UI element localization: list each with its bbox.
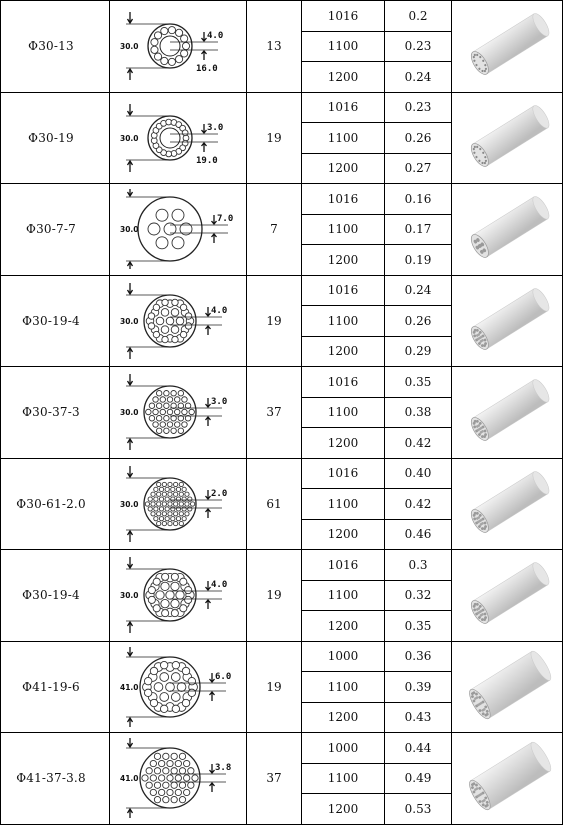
- nineteen-hole-diagram: [112, 555, 244, 635]
- table-row: [1, 275, 563, 306]
- weight-cell: 0.40: [385, 458, 452, 489]
- weight-cell: 0.35: [385, 611, 452, 642]
- hole-diameter-label: 4.0: [211, 580, 228, 591]
- weight-cell: 0.24: [385, 62, 452, 93]
- weight-cell: 0.42: [385, 428, 452, 459]
- weight-cell: 0.26: [385, 306, 452, 337]
- length-cell: 1000: [302, 733, 385, 764]
- outer-diameter-label: 30.0: [120, 591, 139, 601]
- weight-cell: 0.44: [385, 733, 452, 764]
- table-row: [1, 367, 563, 398]
- length-cell: 1100: [302, 580, 385, 611]
- large-multi-hole-tube-photo: [457, 738, 557, 818]
- outer-diameter-label: 41.0: [120, 682, 139, 692]
- spec-table-body: [1, 1, 563, 825]
- weight-cell: 0.27: [385, 153, 452, 184]
- weight-cell: 0.42: [385, 489, 452, 520]
- weight-cell: 0.49: [385, 763, 452, 794]
- table-row: [1, 92, 563, 123]
- length-cell: 1100: [302, 214, 385, 245]
- length-cell: 1100: [302, 306, 385, 337]
- length-cell: 1200: [302, 428, 385, 459]
- nineteen-hole-diagram: [112, 647, 244, 727]
- model-number: Φ30-37-3: [22, 405, 80, 420]
- weight-cell: 0.2: [385, 1, 452, 32]
- product-photo-cell: [452, 92, 563, 184]
- multi-hole-tube-photo: [457, 281, 557, 361]
- model-number: Φ30-19-4: [22, 313, 80, 328]
- hole-diameter-label: 7.0: [217, 214, 234, 225]
- multi-hole-tube-photo: [457, 464, 557, 544]
- outer-diameter-label: 30.0: [120, 408, 139, 418]
- weight-cell: 0.26: [385, 123, 452, 154]
- cross-section-cell: [110, 1, 247, 93]
- length-cell: 1100: [302, 31, 385, 62]
- hole-diameter-label: 2.0: [211, 488, 228, 499]
- cross-section-cell: [110, 641, 247, 733]
- product-photo-cell: [452, 550, 563, 642]
- length-cell: 1016: [302, 275, 385, 306]
- length-cell: 1016: [302, 1, 385, 32]
- hole-count-cell: 19: [247, 92, 302, 184]
- length-cell: 1100: [302, 763, 385, 794]
- hole-diameter-label: 4.0: [211, 305, 228, 316]
- seven-hole-diagram: [112, 189, 244, 269]
- model-cell: [1, 550, 110, 642]
- cross-section-cell: [110, 275, 247, 367]
- multi-hole-tube-photo: [457, 372, 557, 452]
- length-cell: 1016: [302, 184, 385, 215]
- ring-19-hole-diagram: [112, 98, 244, 178]
- multi-hole-tube-photo: [457, 555, 557, 635]
- table-row: [1, 733, 563, 764]
- outer-diameter-label: 30.0: [120, 133, 139, 143]
- model-number: Φ30-19-4: [22, 588, 80, 603]
- model-number: Φ41-19-6: [22, 679, 80, 694]
- ring-tube-photo: [457, 98, 557, 178]
- model-number: Φ30-19: [28, 130, 74, 145]
- thirty-seven-hole-diagram: [112, 738, 244, 818]
- ring-tube-photo: [457, 6, 557, 86]
- model-cell: [1, 733, 110, 825]
- length-cell: 1016: [302, 550, 385, 581]
- weight-cell: 0.24: [385, 275, 452, 306]
- outer-diameter-label: 30.0: [120, 42, 139, 52]
- outer-diameter-label: 41.0: [120, 774, 139, 784]
- length-cell: 1016: [302, 92, 385, 123]
- hole-diameter-label: 3.0: [211, 397, 228, 408]
- length-cell: 1200: [302, 336, 385, 367]
- length-cell: 1100: [302, 489, 385, 520]
- table-row: [1, 184, 563, 215]
- hole-count-cell: 7: [247, 184, 302, 276]
- length-cell: 1100: [302, 672, 385, 703]
- product-photo-cell: [452, 641, 563, 733]
- model-number: Φ30-7-7: [26, 222, 76, 237]
- model-cell: [1, 92, 110, 184]
- model-number: Φ41-37-3.8: [16, 771, 86, 786]
- weight-cell: 0.53: [385, 794, 452, 825]
- weight-cell: 0.16: [385, 184, 452, 215]
- weight-cell: 0.3: [385, 550, 452, 581]
- hole-count-cell: 19: [247, 275, 302, 367]
- hole-count-cell: 37: [247, 367, 302, 459]
- cross-section-cell: [110, 733, 247, 825]
- product-photo-cell: [452, 367, 563, 459]
- model-cell: [1, 275, 110, 367]
- weight-cell: 0.23: [385, 92, 452, 123]
- product-photo-cell: [452, 275, 563, 367]
- hole-diameter-label: 6.0: [215, 671, 232, 682]
- length-cell: 1100: [302, 397, 385, 428]
- cross-section-cell: [110, 550, 247, 642]
- sixty-one-hole-diagram: [112, 464, 244, 544]
- cross-section-cell: [110, 458, 247, 550]
- model-number: Φ30-61-2.0: [16, 496, 86, 511]
- model-number: Φ30-13: [28, 39, 74, 54]
- table-row: [1, 1, 563, 32]
- hole-diameter-label: 3.8: [215, 763, 232, 774]
- weight-cell: 0.46: [385, 519, 452, 550]
- model-cell: [1, 641, 110, 733]
- hole-count-cell: 19: [247, 641, 302, 733]
- cross-section-cell: [110, 92, 247, 184]
- length-cell: 1200: [302, 702, 385, 733]
- product-photo-cell: [452, 733, 563, 825]
- outer-diameter-label: 30.0: [120, 499, 139, 509]
- model-cell: [1, 1, 110, 93]
- seven-hole-tube-photo: [457, 189, 557, 269]
- model-cell: [1, 458, 110, 550]
- table-row: [1, 458, 563, 489]
- cross-section-cell: [110, 367, 247, 459]
- large-multi-hole-tube-photo: [457, 647, 557, 727]
- hole-count-cell: 19: [247, 550, 302, 642]
- weight-cell: 0.43: [385, 702, 452, 733]
- table-row: [1, 550, 563, 581]
- product-photo-cell: [452, 184, 563, 276]
- weight-cell: 0.23: [385, 31, 452, 62]
- product-photo-cell: [452, 458, 563, 550]
- thirty-seven-hole-diagram: [112, 372, 244, 452]
- model-cell: [1, 367, 110, 459]
- length-cell: 1016: [302, 458, 385, 489]
- hole-diameter-label: 4.0: [207, 31, 224, 42]
- weight-cell: 0.35: [385, 367, 452, 398]
- outer-diameter-label: 30.0: [120, 225, 139, 235]
- weight-cell: 0.29: [385, 336, 452, 367]
- length-cell: 1000: [302, 641, 385, 672]
- length-cell: 1200: [302, 153, 385, 184]
- weight-cell: 0.38: [385, 397, 452, 428]
- cross-section-cell: [110, 184, 247, 276]
- outer-diameter-label: 30.0: [120, 316, 139, 326]
- model-cell: [1, 184, 110, 276]
- length-cell: 1100: [302, 123, 385, 154]
- inner-diameter-label: 16.0: [196, 64, 218, 75]
- length-cell: 1200: [302, 62, 385, 93]
- hole-count-cell: 37: [247, 733, 302, 825]
- nineteen-hole-diagram: [112, 281, 244, 361]
- hole-diameter-label: 3.0: [207, 122, 224, 133]
- length-cell: 1200: [302, 794, 385, 825]
- weight-cell: 0.32: [385, 580, 452, 611]
- inner-diameter-label: 19.0: [196, 155, 218, 166]
- length-cell: 1200: [302, 519, 385, 550]
- length-cell: 1016: [302, 367, 385, 398]
- length-cell: 1200: [302, 611, 385, 642]
- weight-cell: 0.39: [385, 672, 452, 703]
- table-row: [1, 641, 563, 672]
- weight-cell: 0.19: [385, 245, 452, 276]
- hole-count-cell: 13: [247, 1, 302, 93]
- weight-cell: 0.36: [385, 641, 452, 672]
- weight-cell: 0.17: [385, 214, 452, 245]
- ring-13-hole-diagram: [112, 6, 244, 86]
- hole-count-cell: 61: [247, 458, 302, 550]
- length-cell: 1200: [302, 245, 385, 276]
- product-photo-cell: [452, 1, 563, 93]
